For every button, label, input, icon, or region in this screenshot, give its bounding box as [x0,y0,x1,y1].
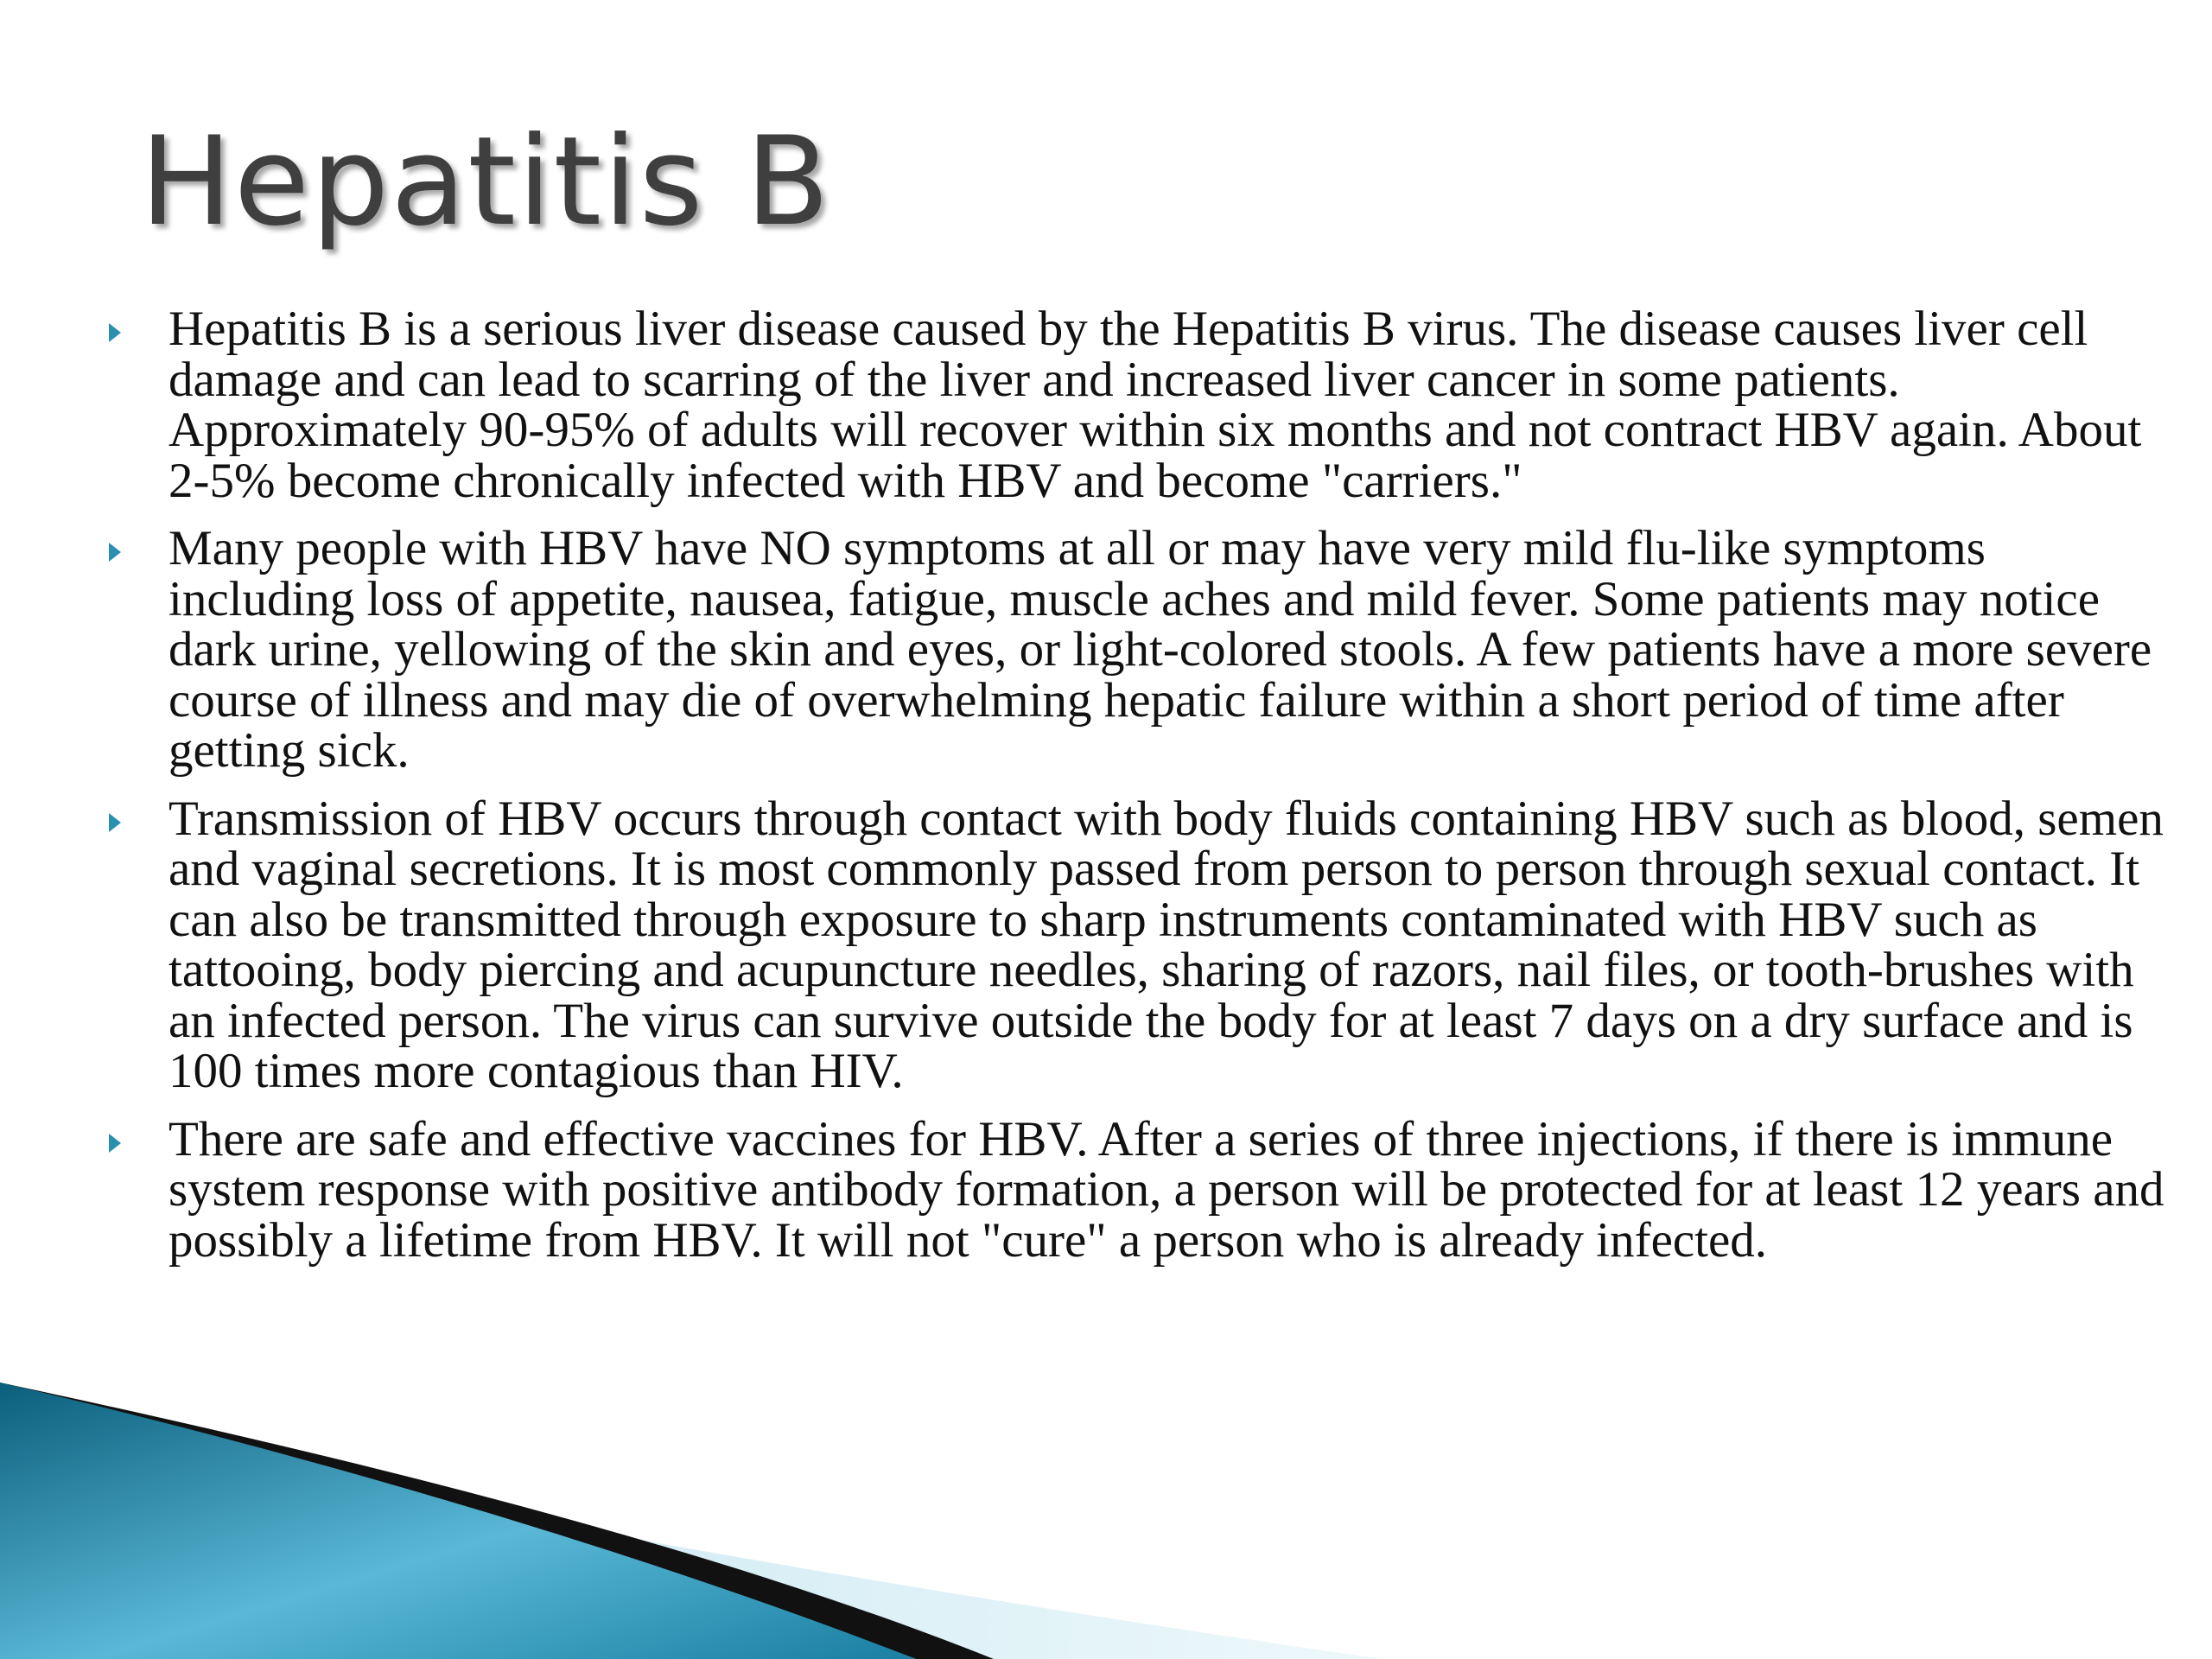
bullet-item [0,521,2212,778]
bullet-item [0,304,2212,506]
swoosh-blue-band [0,1382,916,1659]
decorative-corner-swoosh [0,1382,1382,1659]
bullet-text: Transmission of HBV occurs through contact with body fluids containing HBV such as blood, semen and vaginal secretions. It is most commonly passed from person to person through sexual contact. It can also be transmitted through exposure to sharp instruments contaminated with HBV such as tattooing, body piercing and acupuncture needles, sharing of razors, nail files, or tooth-brushes with an infected person. The virus can survive outside the body for at least 7 days on a dry surface and is 100 times more contagious than HIV. [168,791,2164,1098]
bullet-arrow-icon [109,1134,121,1153]
bullet-list [0,304,2212,1283]
slide-title: Hepatitis B [140,111,832,253]
bullet-arrow-icon [109,813,121,832]
bullet-item [0,1111,2212,1268]
bullet-arrow-icon [109,543,121,562]
bullet-arrow-icon [109,323,121,342]
bullet-item [0,791,2212,1098]
bullet-text: There are safe and effective vaccines for HBV. After a series of three injections, if there is immune system response with positive antibody formation, a person will be protected for at least 12 years and possibly a lifetime from HBV. It will not "cure" a person who is already infected. [168,1111,2164,1268]
bullet-text: Many people with HBV have NO symptoms at all or may have very mild flu-like symptoms including loss of appetite, nausea, fatigue, muscle aches and mild fever. Some patients may notice dark urine, yellowing of the skin and eyes, or light-colored stools. A few patients have a more severe course of illness and may die of overwhelming hepatic failure within a short period of time after getting sick. [168,521,2152,778]
bullet-text: Hepatitis B is a serious liver disease caused by the Hepatitis B virus. The disease causes liver cell damage and can lead to scarring of the liver and increased liver cancer in some patients. Approximately 90-95% of adults will recover within six months and not contract HBV again. About 2-5% become chronically infected with HBV and become "carriers." [168,302,2142,508]
